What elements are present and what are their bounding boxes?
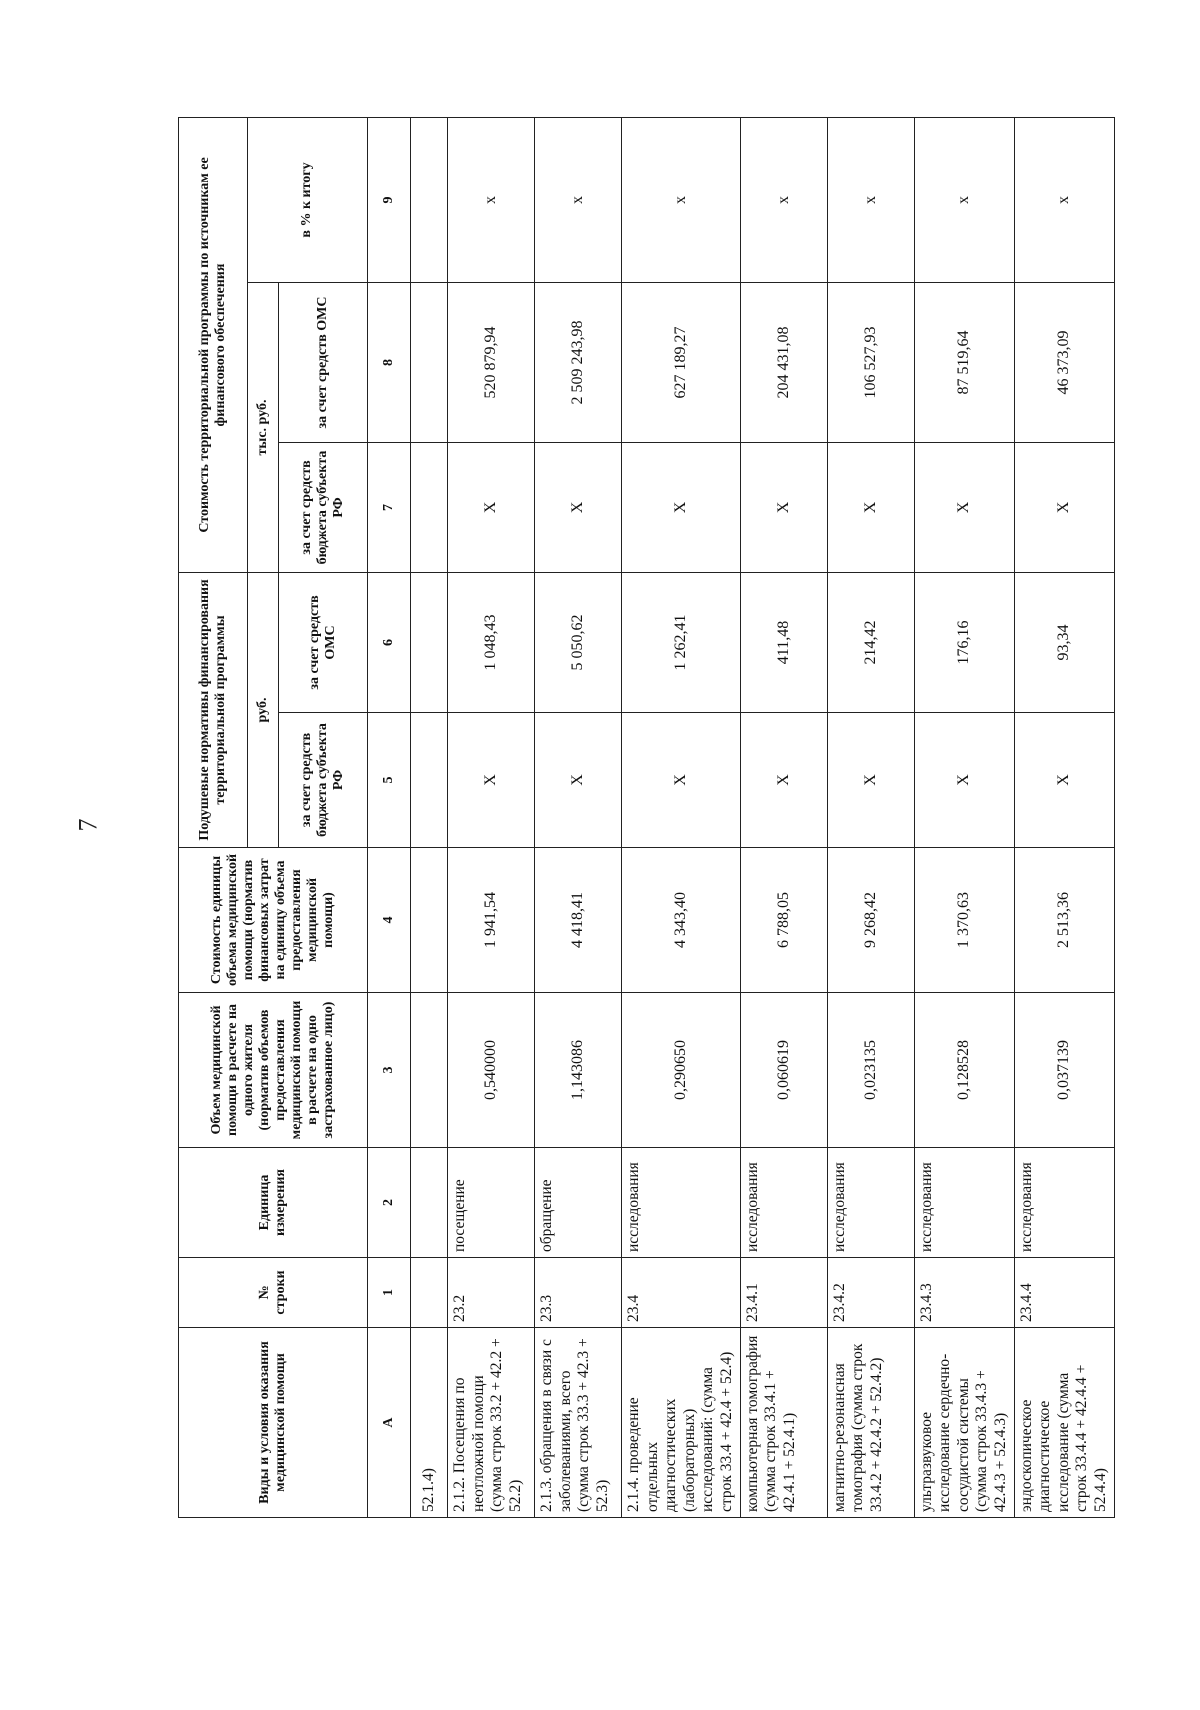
colnum-8: 8 <box>368 283 411 443</box>
cell-norm-budget: X <box>740 713 827 848</box>
header-group-norms: Подушевые нормативы финансирования территориальной программы <box>179 573 248 848</box>
cell-norm-oms: 411,48 <box>740 573 827 713</box>
cell-cost-oms: 2 509 243,98 <box>535 283 622 443</box>
table-row <box>827 117 914 1517</box>
cell-unit-cost: 1 941,54 <box>448 848 535 993</box>
cell-line: 23.4.4 <box>1014 1258 1114 1328</box>
cell-name: 2.1.3. обращения в связи с заболеваниями, всего (сумма строк 33.3 + 42.3 + 52.3) <box>535 1328 622 1518</box>
cell-line: 23.4.3 <box>914 1258 1014 1328</box>
cell-cost-budget: X <box>914 443 1014 573</box>
table-row <box>535 117 622 1517</box>
header-cost-unit: тыс. руб. <box>248 283 279 573</box>
cell-percent: х <box>535 117 622 282</box>
cell-norm-budget: X <box>535 713 622 848</box>
continuation-text: 52.1.4) <box>411 1328 448 1518</box>
cell-norm-budget: X <box>827 713 914 848</box>
cell-unit: посещение <box>448 1148 535 1258</box>
cell-line: 23.4.1 <box>740 1258 827 1328</box>
cell-name: 2.1.4. проведение отдельных диагностических (лабораторных) исследований: (сумма строк 33.4 + 42.4 + 52.4) <box>622 1328 741 1518</box>
cell-norm-oms: 1 262,41 <box>622 573 741 713</box>
colnum-4: 4 <box>368 848 411 993</box>
cell-volume: 0,060619 <box>740 993 827 1148</box>
cell-unit: обращение <box>535 1148 622 1258</box>
cell-volume: 0,290650 <box>622 993 741 1148</box>
page-number: 7 <box>73 818 103 832</box>
cell-volume: 0,128528 <box>914 993 1014 1148</box>
header-line-number: № строки <box>179 1258 368 1328</box>
cell-cost-oms: 627 189,27 <box>622 283 741 443</box>
cell-volume: 1,143086 <box>535 993 622 1148</box>
table-row-continuation <box>411 117 448 1517</box>
cell-volume: 0,023135 <box>827 993 914 1148</box>
colnum-6: 6 <box>368 573 411 713</box>
cell-percent: х <box>914 117 1014 282</box>
table-row <box>914 117 1014 1517</box>
cell-name: эндоскопическое диагностическое исследование (сумма строк 33.4.4 + 42.4.4 + 52.4.4) <box>1014 1328 1114 1518</box>
colnum-7: 7 <box>368 443 411 573</box>
cell-line: 23.3 <box>535 1258 622 1328</box>
cell-unit: исследования <box>622 1148 741 1258</box>
header-norm-oms: за счет средств ОМС <box>279 573 368 713</box>
cell-cost-oms: 87 519,64 <box>914 283 1014 443</box>
colnum-5: 5 <box>368 713 411 848</box>
cell-norm-budget: X <box>1014 713 1114 848</box>
header-unit: Единица измерения <box>179 1148 368 1258</box>
header-norm-budget: за счет средств бюджета субъекта РФ <box>279 713 368 848</box>
cell-volume: 0,540000 <box>448 993 535 1148</box>
cell-cost-budget: X <box>1014 443 1114 573</box>
colnum-a: А <box>368 1328 411 1518</box>
cell-cost-budget: X <box>448 443 535 573</box>
cell-percent: х <box>622 117 741 282</box>
cell-norm-oms: 5 050,62 <box>535 573 622 713</box>
cell-unit-cost: 6 788,05 <box>740 848 827 993</box>
cell-norm-oms: 214,42 <box>827 573 914 713</box>
colnum-9: 9 <box>368 117 411 282</box>
cell-norm-oms: 1 048,43 <box>448 573 535 713</box>
cell-cost-oms: 106 527,93 <box>827 283 914 443</box>
cell-cost-budget: X <box>622 443 741 573</box>
header-group-cost: Стоимость территориальной программы по источникам ее финансового обеспечения <box>179 117 248 572</box>
cell-norm-budget: X <box>448 713 535 848</box>
data-table-rotated <box>178 118 1109 1518</box>
cell-cost-oms: 204 431,08 <box>740 283 827 443</box>
header-volume: Объем медицинской помощи в расчете на одного жителя (норматив объемов предоставления медицинской помощи в расчете на одно застрахованное лицо) <box>179 993 368 1148</box>
header-unit-cost: Стоимость единицы объема медицинской помощи (норматив финансовых затрат на единицу объема предоставления медицинской помощи) <box>179 848 368 993</box>
cell-percent: х <box>827 117 914 282</box>
table-row <box>448 117 535 1517</box>
cell-unit: исследования <box>914 1148 1014 1258</box>
cell-volume: 0,037139 <box>1014 993 1114 1148</box>
cell-cost-budget: X <box>535 443 622 573</box>
cell-unit-cost: 4 343,40 <box>622 848 741 993</box>
cell-norm-oms: 176,16 <box>914 573 1014 713</box>
cell-unit: исследования <box>827 1148 914 1258</box>
colnum-2: 2 <box>368 1148 411 1258</box>
cell-norm-budget: X <box>622 713 741 848</box>
cell-name: ультразвуковое исследование сердечно-сосудистой системы (сумма строк 33.4.3 + 42.4.3 + 52.4.3) <box>914 1328 1014 1518</box>
table-row <box>740 117 827 1517</box>
cell-unit-cost: 4 418,41 <box>535 848 622 993</box>
cell-name: компьютерная томография (сумма строк 33.4.1 + 42.4.1 + 52.4.1) <box>740 1328 827 1518</box>
cell-line: 23.4.2 <box>827 1258 914 1328</box>
header-kind: Виды и условия оказания медицинской помощи <box>179 1328 368 1518</box>
data-table <box>178 117 1115 1518</box>
cell-name: 2.1.2. Посещения по неотложной помощи (сумма строк 33.2 + 42.2 + 52.2) <box>448 1328 535 1518</box>
colnum-1: 1 <box>368 1258 411 1328</box>
header-cost-oms: за счет средств ОМС <box>279 283 368 443</box>
table-row <box>1014 117 1114 1517</box>
cell-unit: исследования <box>740 1148 827 1258</box>
cell-line: 23.2 <box>448 1258 535 1328</box>
cell-cost-oms: 46 373,09 <box>1014 283 1114 443</box>
header-percent: в % к итогу <box>248 117 368 282</box>
cell-unit-cost: 1 370,63 <box>914 848 1014 993</box>
cell-unit-cost: 9 268,42 <box>827 848 914 993</box>
cell-cost-budget: X <box>827 443 914 573</box>
cell-name: магнитно-резонансная томография (сумма строк 33.4.2 + 42.4.2 + 52.4.2) <box>827 1328 914 1518</box>
colnum-3: 3 <box>368 993 411 1148</box>
cell-cost-budget: X <box>740 443 827 573</box>
cell-percent: х <box>448 117 535 282</box>
cell-cost-oms: 520 879,94 <box>448 283 535 443</box>
table-row <box>622 117 741 1517</box>
header-norms-unit: руб. <box>248 573 279 848</box>
header-cost-budget: за счет средств бюджета субъекта РФ <box>279 443 368 573</box>
cell-line: 23.4 <box>622 1258 741 1328</box>
cell-norm-oms: 93,34 <box>1014 573 1114 713</box>
cell-unit: исследования <box>1014 1148 1114 1258</box>
cell-percent: х <box>1014 117 1114 282</box>
cell-percent: x <box>740 117 827 282</box>
cell-norm-budget: X <box>914 713 1014 848</box>
cell-unit-cost: 2 513,36 <box>1014 848 1114 993</box>
